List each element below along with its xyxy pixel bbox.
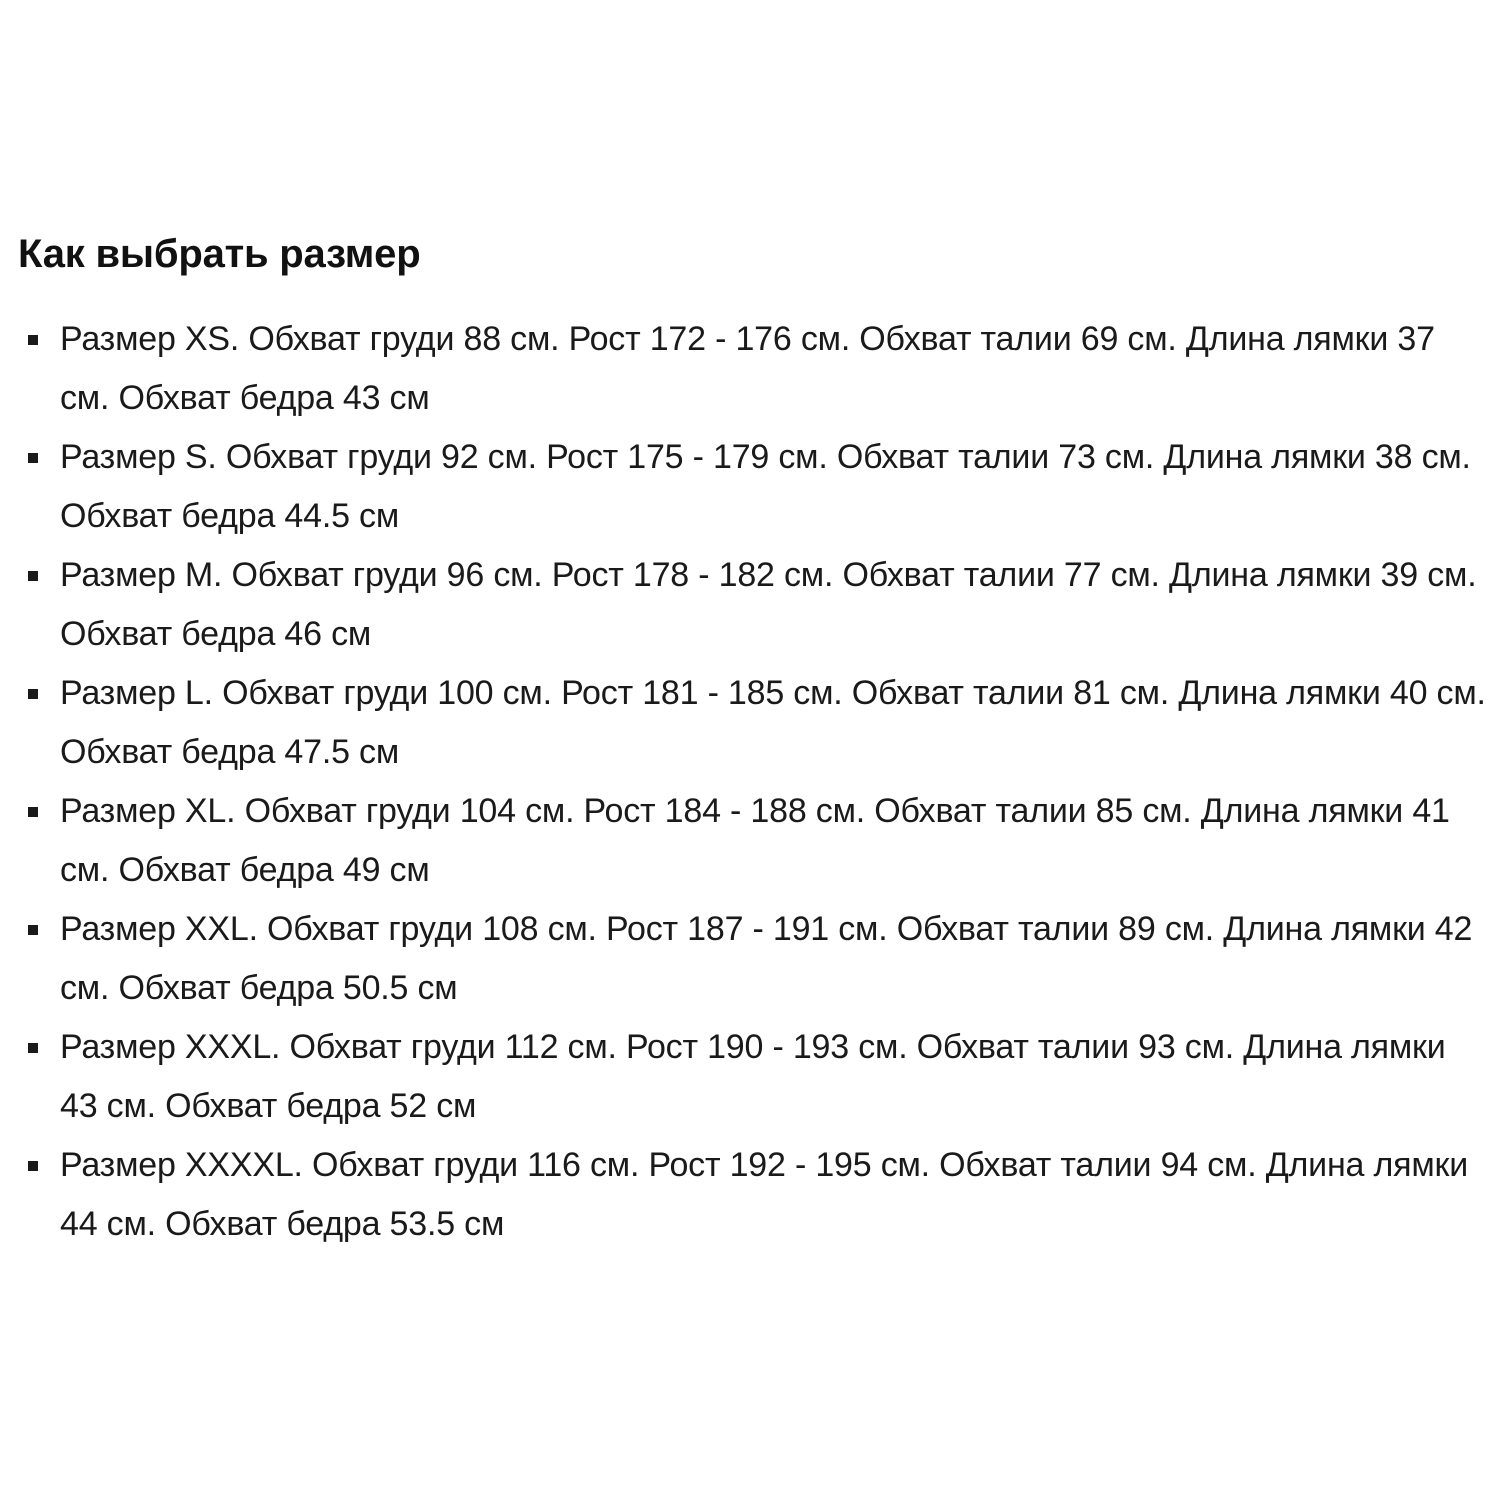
size-item-xxl [0, 900, 1490, 1018]
square-bullet-icon [28, 1161, 38, 1171]
size-item-s [0, 428, 1490, 546]
size-item-text: Размер XL. Обхват груди 104 см. Рост 184 - 188 см. Обхват талии 85 см. Длина лямки 41 см. Обхват бедра 49 см [60, 792, 1450, 889]
size-item-m [0, 546, 1490, 664]
size-item-text: Размер XS. Обхват груди 88 см. Рост 172 - 176 см. Обхват талии 69 см. Длина лямки 37 см. Обхват бедра 43 см [60, 320, 1435, 417]
square-bullet-icon [28, 925, 38, 935]
size-item-xxxl [0, 1018, 1490, 1136]
square-bullet-icon [28, 453, 38, 463]
size-item-xxxxl [0, 1136, 1490, 1254]
size-item-xs [0, 310, 1490, 428]
size-item-text: Размер XXXXL. Обхват груди 116 см. Рост 192 - 195 см. Обхват талии 94 см. Длина лямки 44 см. Обхват бедра 53.5 см [60, 1146, 1468, 1243]
size-item-text: Размер XXL. Обхват груди 108 см. Рост 187 - 191 см. Обхват талии 89 см. Длина лямки 42 см. Обхват бедра 50.5 см [60, 910, 1473, 1007]
size-item-text: Размер XXXL. Обхват груди 112 см. Рост 190 - 193 см. Обхват талии 93 см. Длина лямки 43 см. Обхват бедра 52 см [60, 1028, 1446, 1125]
size-list [0, 310, 1490, 1254]
size-item-text: Размер L. Обхват груди 100 см. Рост 181 - 185 см. Обхват талии 81 см. Длина лямки 40 см. Обхват бедра 47.5 см [60, 674, 1486, 771]
size-item-text: Размер S. Обхват груди 92 см. Рост 175 - 179 см. Обхват талии 73 см. Длина лямки 38 см. Обхват бедра 44.5 см [60, 438, 1471, 535]
square-bullet-icon [28, 689, 38, 699]
square-bullet-icon [28, 571, 38, 581]
square-bullet-icon [28, 807, 38, 817]
size-item-xl [0, 782, 1490, 900]
square-bullet-icon [28, 335, 38, 345]
size-item-text: Размер M. Обхват груди 96 см. Рост 178 - 182 см. Обхват талии 77 см. Длина лямки 39 см. Обхват бедра 46 см [60, 556, 1477, 653]
page-title: Как выбрать размер [18, 232, 421, 276]
square-bullet-icon [28, 1043, 38, 1053]
size-item-l [0, 664, 1490, 782]
